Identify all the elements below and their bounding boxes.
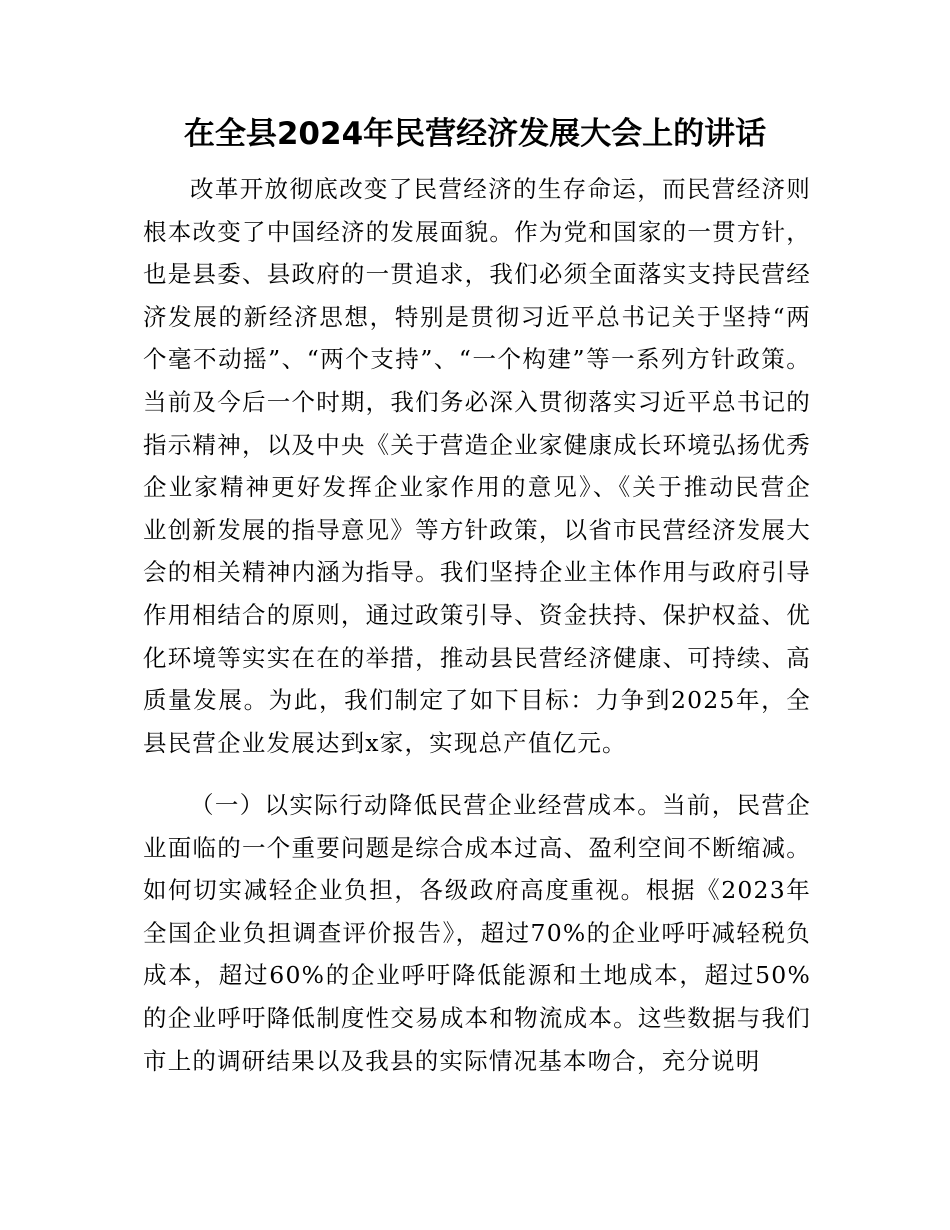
document-title: 在全县2024年民营经济发展大会上的讲话 (183, 116, 767, 152)
paragraph-intro: 改革开放彻底改变了民营经济的生存命运，而民营经济则根本改变了中国经济的发展面貌。作为党和国家的一贯方针，也是县委、县政府的一贯追求，我们必须全面落实支持民营经济发展的新经济思想，特别是贯彻习近平总书记关于坚持“两个毫不动摇”、“两个支持”、“一个构建”等一系列方针政策。当前及今后一个时期，我们务必深入贯彻落实习近平总书记的指示精神，以及中央《关于营造企业家健康成长环境弘扬优秀企业家精神更好发挥企业家作用的意见》、《关于推动民营企业创新发展的指导意见》等方针政策，以省市民营经济发展大会的相关精神内涵为指导。我们坚持企业主体作用与政府引导作用相结合的原则，通过政策引导、资金扶持、保护权益、优化环境等实实在在的举措，推动县民营经济健康、可持续、高质量发展。为此，我们制定了如下目标：力争到2025年，全县民营企业发展达到x家，实现总产值亿元。 (143, 175, 811, 757)
paragraph-section-1: （一）以实际行动降低民营企业经营成本。当前，民营企业面临的一个重要问题是综合成本过高、盈利空间不断缩减。如何切实减轻企业负担，各级政府高度重视。根据《2023年全国企业负担调查评价报告》，超过70%的企业呼吁减轻税负成本，超过60%的企业呼吁降低能源和土地成本，超过50%的企业呼吁降低制度性交易成本和物流成本。这些数据与我们市上的调研结果以及我县的实际情况基本吻合，充分说明 (143, 791, 811, 1075)
